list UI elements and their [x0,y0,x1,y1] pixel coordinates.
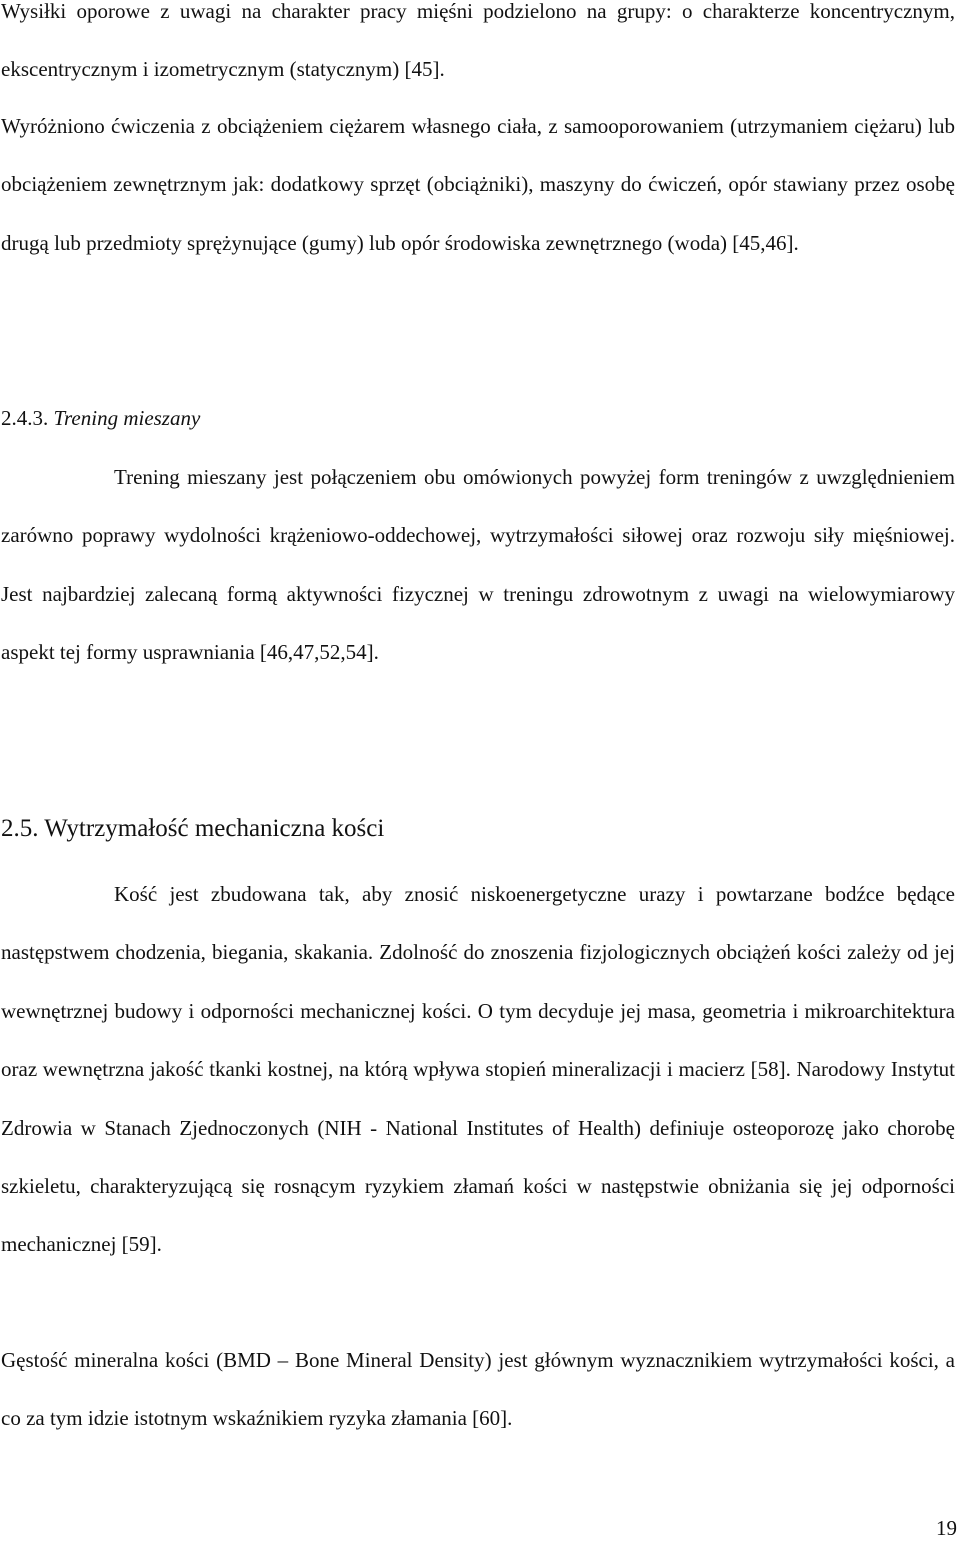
paragraph-resistance-types: Wysiłki oporowe z uwagi na charakter pracy mięśni podzielono na grupy: o charakterze koncentrycznym, ekscentrycznym i izometrycznym (statycznym) [45]. [1,0,955,82]
paragraph-bone-strength: Kość jest zbudowana tak, aby znosić niskoenergetyczne urazy i powtarzane bodźce będące następstwem chodzenia, biegania, skakania. Zdolność do znoszenia fizjologicznych obciążeń kości zależy od jej wewnętrznej budowy i odporności mechanicznej kości. O tym decyduje jej masa, geometria i mikroarchitektura oraz wewnętrzna jakość tkanki kostnej, na którą wpływa stopień mineralizacji i macierz [58]. Narodowy Instytut Zdrowia w Stanach Zjednoczonych (NIH - National Institutes of Health) definiuje osteoporozę jako chorobę szkieletu, charakteryzującą się rosnącym ryzykiem złamań kości w następstwie obniżania się jej odporności mechanicznej [59]. [1,882,955,1257]
section-heading-2-4-3 [1,401,200,435]
paragraph-load-types: Wyróżniono ćwiczenia z obciążeniem ciężarem własnego ciała, z samooporowaniem (utrzymaniem ciężaru) lub obciążeniem zewnętrznym jak: dodatkowy sprzęt (obciążniki), maszyny do ćwiczeń, opór stawiany przez osobę drugą lub przedmioty sprężynujące (gumy) lub opór środowiska zewnętrznego (woda) [45,46]. [1,114,955,255]
page-number: 19 [936,1516,957,1540]
paragraph-bmd: Gęstość mineralna kości (BMD – Bone Mineral Density) jest głównym wyznacznikiem wytrzymałości kości, a co za tym idzie istotnym wskaźnikiem ryzyka złamania [60]. [1,1348,955,1431]
section-heading-2-5: 2.5. Wytrzymałość mechaniczna kości [1,815,385,842]
section-title: Trening mieszany [53,406,201,430]
paragraph-mixed-training: Trening mieszany jest połączeniem obu omówionych powyżej form treningów z uwzględnieniem zarówno poprawy wydolności krążeniowo-oddechowej, wytrzymałości siłowej oraz rozwoju siły mięśniowej. Jest najbardziej zalecaną formą aktywności fizycznej w treningu zdrowotnym z uwagi na wielowymiarowy aspekt tej formy usprawniania [46,47,52,54]. [1,465,955,665]
section-number: 2.4.3. [1,406,49,430]
